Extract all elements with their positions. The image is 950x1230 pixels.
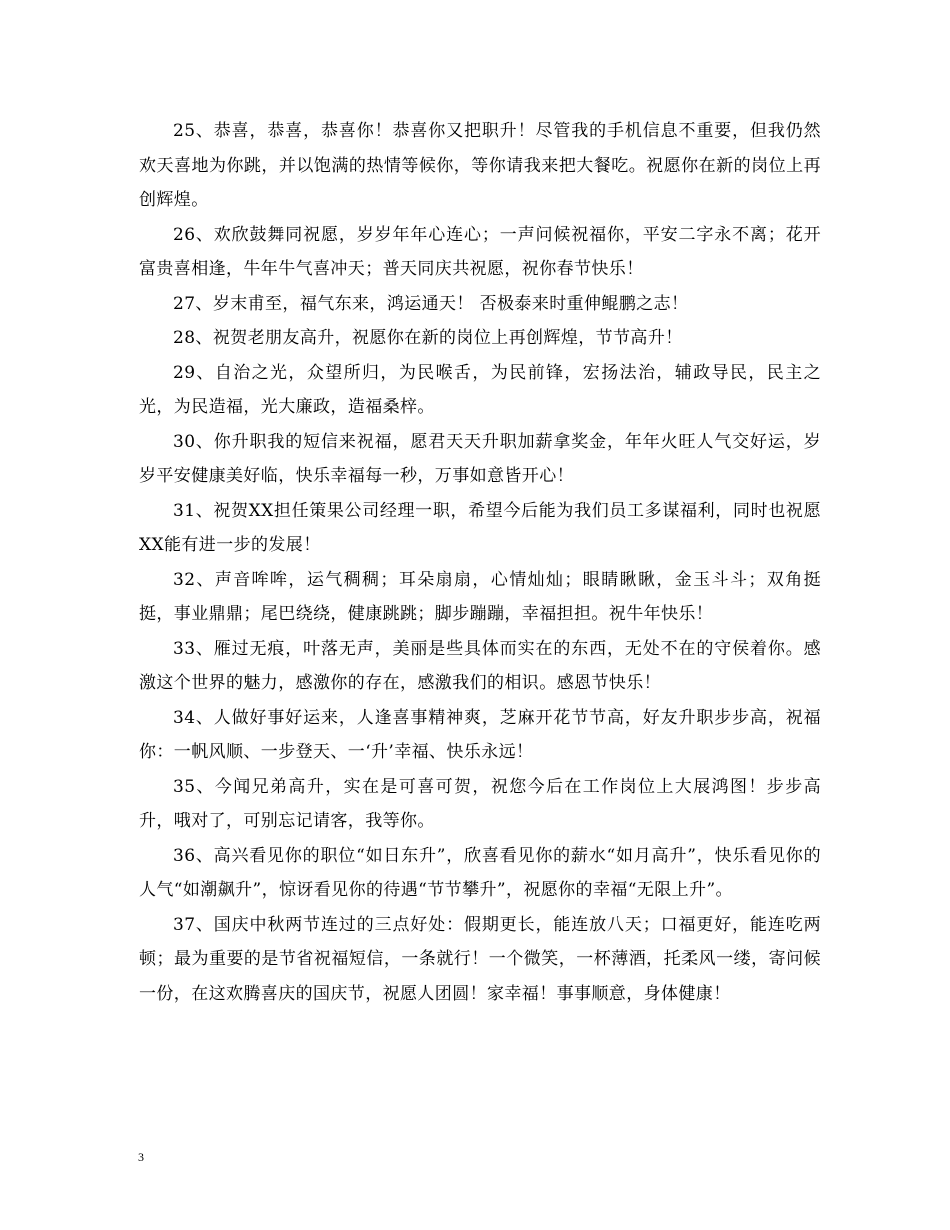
page-number: 3: [138, 1150, 144, 1164]
paragraph-36: 36、高兴看见你的职位“如日东升”，欣喜看见你的薪水“如月高升”，快乐看见你的人气“如潮飙升”，惊讶看见你的待遇“节节攀升”，祝愿你的幸福“无限上升”。: [139, 845, 821, 900]
paragraph-33: 33、雁过无痕，叶落无声，美丽是些具体而实在的东西，无处不在的守侯着你。感激这个世界的魅力，感激你的存在，感激我们的相识。感恩节快乐！: [139, 638, 821, 693]
paragraph-31: 31、祝贺XX担任策果公司经理一职，希望今后能为我们员工多谋福利，同时也祝愿XX能有进一步的发展！: [139, 500, 821, 555]
paragraph-35: 35、今闻兄弟高升，实在是可喜可贺，祝您今后在工作岗位上大展鸿图！步步高升，哦对了，可别忘记请客，我等你。: [139, 776, 821, 831]
paragraph-26: 26、欢欣鼓舞同祝愿，岁岁年年心连心；一声问候祝福你，平安二字永不离；花开富贵喜相逢，牛年牛气喜冲天；普天同庆共祝愿，祝你春节快乐！: [139, 224, 821, 279]
paragraph-29: 29、自治之光，众望所归，为民喉舌，为民前锋，宏扬法治，辅政导民，民主之光，为民造福，光大廉政，造福桑梓。: [139, 362, 821, 417]
paragraph-37: 37、国庆中秋两节连过的三点好处：假期更长，能连放八天；口福更好，能连吃两顿；最为重要的是节省祝福短信，一条就行！一个微笑，一杯薄酒，托柔风一缕，寄问候一份，在这欢腾喜庆的国庆节，祝愿人团圆！家幸福！事事顺意，身体健康！: [139, 914, 821, 1004]
document-body: [139, 114, 821, 1011]
paragraph-27: 27、岁末甫至，福气东来，鸿运通天！ 否极泰来时重伸鲲鹏之志！: [173, 293, 689, 314]
paragraph-25: 25、恭喜，恭喜，恭喜你！恭喜你又把职升！尽管我的手机信息不重要，但我仍然欢天喜地为你跳，并以饱满的热情等候你，等你请我来把大餐吃。祝愿你在新的岗位上再创辉煌。: [139, 121, 821, 210]
paragraph-32: 32、声音哞哞，运气稠稠；耳朵扇扇，心情灿灿；眼睛瞅瞅，金玉斗斗；双角挺挺，事业鼎鼎；尾巴绕绕，健康跳跳；脚步蹦蹦，幸福担担。祝牛年快乐！: [139, 569, 821, 624]
paragraph-28: 28、祝贺老朋友高升，祝愿你在新的岗位上再创辉煌，节节高升！: [173, 328, 683, 348]
paragraph-34: 34、人做好事好运来，人逢喜事精神爽，芝麻开花节节高，好友升职步步高，祝福你：一帆风顺、一步登天、一‘升’幸福、快乐永远！: [139, 707, 821, 762]
paragraph-30: 30、你升职我的短信来祝福，愿君天天升职加薪拿奖金，年年火旺人气交好运，岁岁平安健康美好临，快乐幸福每一秒，万事如意皆开心！: [139, 431, 821, 486]
